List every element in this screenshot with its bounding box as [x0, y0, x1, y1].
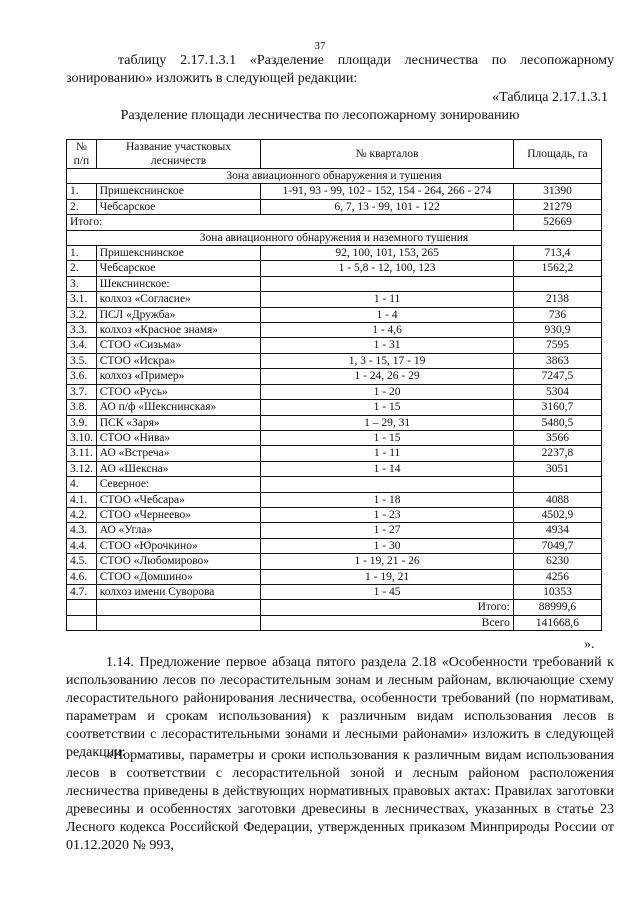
table-row — [67, 353, 602, 368]
row-area: 7247,5 — [513, 369, 601, 384]
row-area: 2237,8 — [513, 446, 601, 461]
row-quarters: 1 - 11 — [261, 446, 514, 461]
row-name: колхоз «Пример» — [96, 369, 261, 384]
row-area: 4502,9 — [513, 507, 601, 522]
table-row — [67, 569, 602, 584]
table-body — [67, 169, 602, 631]
row-quarters: 1 - 18 — [261, 492, 514, 507]
row-area: 930,9 — [513, 323, 601, 338]
row-num: 2. — [67, 199, 97, 214]
row-name: Чебсарское — [96, 199, 261, 214]
table-row — [67, 384, 602, 399]
zone2-title: Зона авиационного обнаружения и наземного тушения — [67, 230, 602, 245]
row-quarters: 1 - 45 — [261, 584, 514, 599]
row-num: 4. — [67, 477, 97, 492]
row-area: 736 — [513, 307, 601, 322]
row-name: СТОО «Русь» — [96, 384, 261, 399]
row-quarters: 1, 3 - 15, 17 - 19 — [261, 353, 514, 368]
paragraph-quote: «Нормативы, параметры и сроки использования к различным видам использования лесов в соответствии с лесорастительной зоной и лесным районом расположения лесничества приведены в действующих нормативных правовых актах: Правилах заготовки древесины и особенностях заготовки древесины в лесничествах, указанных в статье 23 Лесного кодекса Российской Федерации, утвержденных приказом Минприроды России от 01.12.2020 № 993, — [66, 748, 614, 853]
closing-quote-mark: ». — [584, 637, 595, 652]
row-num: 3.10. — [67, 430, 97, 445]
zone1-title: Зона авиационного обнаружения и тушения — [67, 169, 602, 184]
row-num: 3.2. — [67, 307, 97, 322]
row-num: 3.7. — [67, 384, 97, 399]
row-area: 4088 — [513, 492, 601, 507]
row-num: 3.8. — [67, 400, 97, 415]
zone-title-row — [67, 230, 602, 245]
row-num: 1. — [67, 184, 97, 199]
row-name: СТОО «Юрочкино» — [96, 538, 261, 553]
header-name: Название участковых лесничеств — [96, 140, 261, 169]
row-name: АО «Встреча» — [96, 446, 261, 461]
row-num: 1. — [67, 246, 97, 261]
row-area — [513, 477, 601, 492]
row-area: 10353 — [513, 584, 601, 599]
table-row — [67, 184, 602, 199]
row-quarters: 1 - 14 — [261, 461, 514, 476]
subtotal-row — [67, 600, 602, 615]
fire-zoning-table — [66, 139, 602, 631]
row-num: 3.3. — [67, 323, 97, 338]
row-num: 3.5. — [67, 353, 97, 368]
row-area: 5304 — [513, 384, 601, 399]
row-name: ПСЛ «Дружба» — [96, 307, 261, 322]
table-row — [67, 584, 602, 599]
row-quarters: 1 – 29, 31 — [261, 415, 514, 430]
row-quarters: 1 - 31 — [261, 338, 514, 353]
table-row — [67, 292, 602, 307]
row-num: 4.5. — [67, 554, 97, 569]
row-name: АО «Шексна» — [96, 461, 261, 476]
header-quarters: № кварталов — [261, 140, 514, 169]
row-quarters: 1 - 20 — [261, 384, 514, 399]
row-area: 3566 — [513, 430, 601, 445]
zone-title-row — [67, 169, 602, 184]
row-name: Чебсарское — [96, 261, 261, 276]
row-quarters: 1 - 11 — [261, 292, 514, 307]
row-num: 4.3. — [67, 523, 97, 538]
row-quarters: 1 - 30 — [261, 538, 514, 553]
zone1-total-value: 52669 — [513, 215, 601, 230]
row-name: Шекснинское: — [96, 276, 261, 291]
row-area: 7049,7 — [513, 538, 601, 553]
row-area: 713,4 — [513, 246, 601, 261]
row-name: СТОО «Чебсара» — [96, 492, 261, 507]
row-name: Пришекснинское — [96, 184, 261, 199]
grand-total-label: Всего — [261, 615, 514, 630]
table-row — [67, 477, 602, 492]
zone1-total-label: Итого: — [67, 215, 514, 230]
row-area: 6230 — [513, 554, 601, 569]
row-num: 3.4. — [67, 338, 97, 353]
table-row — [67, 261, 602, 276]
row-num: 4.4. — [67, 538, 97, 553]
row-name: СТОО «Домшино» — [96, 569, 261, 584]
page-number: 37 — [314, 40, 326, 52]
row-area: 3863 — [513, 353, 601, 368]
row-name: Северное: — [96, 477, 261, 492]
empty-cell — [67, 615, 97, 630]
row-area: 3051 — [513, 461, 601, 476]
row-area: 2138 — [513, 292, 601, 307]
row-num: 4.6. — [67, 569, 97, 584]
row-num: 2. — [67, 261, 97, 276]
row-name: СТОО «Сизьма» — [96, 338, 261, 353]
row-quarters: 1 - 23 — [261, 507, 514, 522]
row-quarters: 1 - 24, 26 - 29 — [261, 369, 514, 384]
table-row — [67, 338, 602, 353]
table-label: «Таблица 2.17.1.3.1 — [492, 90, 608, 105]
table-row — [67, 276, 602, 291]
row-quarters: 1 - 27 — [261, 523, 514, 538]
row-name: колхоз «Согласие» — [96, 292, 261, 307]
table-row — [67, 446, 602, 461]
row-quarters: 1 - 4 — [261, 307, 514, 322]
table-row — [67, 492, 602, 507]
row-name: АО п/ф «Шекснинская» — [96, 400, 261, 415]
row-name: АО «Угла» — [96, 523, 261, 538]
row-name: СТОО «Искра» — [96, 353, 261, 368]
row-quarters: 1 - 5,8 - 12, 100, 123 — [261, 261, 514, 276]
row-num: 3.11. — [67, 446, 97, 461]
row-area: 7595 — [513, 338, 601, 353]
row-quarters: 1 - 19, 21 — [261, 569, 514, 584]
intro-paragraph: таблицу 2.17.1.3.1 «Разделение площади лесничества по лесопожарному зонированию» изложить в следующей редакции: — [66, 53, 614, 86]
row-area: 21279 — [513, 199, 601, 214]
row-name: колхоз имени Суворова — [96, 584, 261, 599]
row-quarters: 1-91, 93 - 99, 102 - 152, 154 - 264, 266 - 274 — [261, 184, 514, 199]
row-num: 3.9. — [67, 415, 97, 430]
empty-cell — [67, 600, 97, 615]
zone2-total-label: Итого: — [261, 600, 514, 615]
table-row — [67, 415, 602, 430]
table-row — [67, 246, 602, 261]
table-row — [67, 538, 602, 553]
row-quarters: 92, 100, 101, 153, 265 — [261, 246, 514, 261]
grand-total-row — [67, 615, 602, 630]
row-num: 4.1. — [67, 492, 97, 507]
row-quarters: 1 - 4,6 — [261, 323, 514, 338]
row-quarters: 1 - 15 — [261, 400, 514, 415]
table-row — [67, 523, 602, 538]
row-area: 4256 — [513, 569, 601, 584]
row-num: 3.1. — [67, 292, 97, 307]
row-quarters: 1 - 19, 21 - 26 — [261, 554, 514, 569]
row-quarters: 1 - 15 — [261, 430, 514, 445]
table-row — [67, 199, 602, 214]
table-header-row — [67, 140, 602, 169]
table-row — [67, 323, 602, 338]
zone2-total-value: 88999,6 — [513, 600, 601, 615]
table-row — [67, 430, 602, 445]
row-area: 5480,5 — [513, 415, 601, 430]
row-area: 31390 — [513, 184, 601, 199]
empty-cell — [96, 600, 261, 615]
row-quarters — [261, 276, 514, 291]
header-area: Площадь, га — [513, 140, 601, 169]
paragraph-1-14: 1.14. Предложение первое абзаца пятого раздела 2.18 «Особенности требований к использованию лесов по лесорастительным зонам и лесным районам, включающие схему лесорастительного районирования лесничества, особенности требований (по нормативам, параметрам и срокам использования) к различным видам использования лесов в соответствии с лесорастительными зонами и лесными районами» изложить в следующей редакции: — [66, 655, 614, 760]
table-row — [67, 369, 602, 384]
subtotal-row — [67, 215, 602, 230]
row-quarters: 6, 7, 13 - 99, 101 - 122 — [261, 199, 514, 214]
row-num: 4.7. — [67, 584, 97, 599]
row-area — [513, 276, 601, 291]
row-num: 4.2. — [67, 507, 97, 522]
row-name: СТОО «Чернеево» — [96, 507, 261, 522]
row-name: СТОО «Любомирово» — [96, 554, 261, 569]
row-name: ПСК «Заря» — [96, 415, 261, 430]
empty-cell — [96, 615, 261, 630]
row-num: 3. — [67, 276, 97, 291]
row-num: 3.12. — [67, 461, 97, 476]
row-num: 3.6. — [67, 369, 97, 384]
row-area: 3160,7 — [513, 400, 601, 415]
row-area: 1562,2 — [513, 261, 601, 276]
row-name: колхоз «Красное знамя» — [96, 323, 261, 338]
table-row — [67, 554, 602, 569]
row-area: 4934 — [513, 523, 601, 538]
table-row — [67, 507, 602, 522]
table-row — [67, 461, 602, 476]
row-quarters — [261, 477, 514, 492]
grand-total-value: 141668,6 — [513, 615, 601, 630]
row-name: Пришекснинское — [96, 246, 261, 261]
table-title: Разделение площади лесничества по лесопожарному зонированию — [120, 108, 520, 123]
table-row — [67, 307, 602, 322]
table-row — [67, 400, 602, 415]
header-num: № п/п — [67, 140, 97, 169]
row-name: СТОО «Нива» — [96, 430, 261, 445]
